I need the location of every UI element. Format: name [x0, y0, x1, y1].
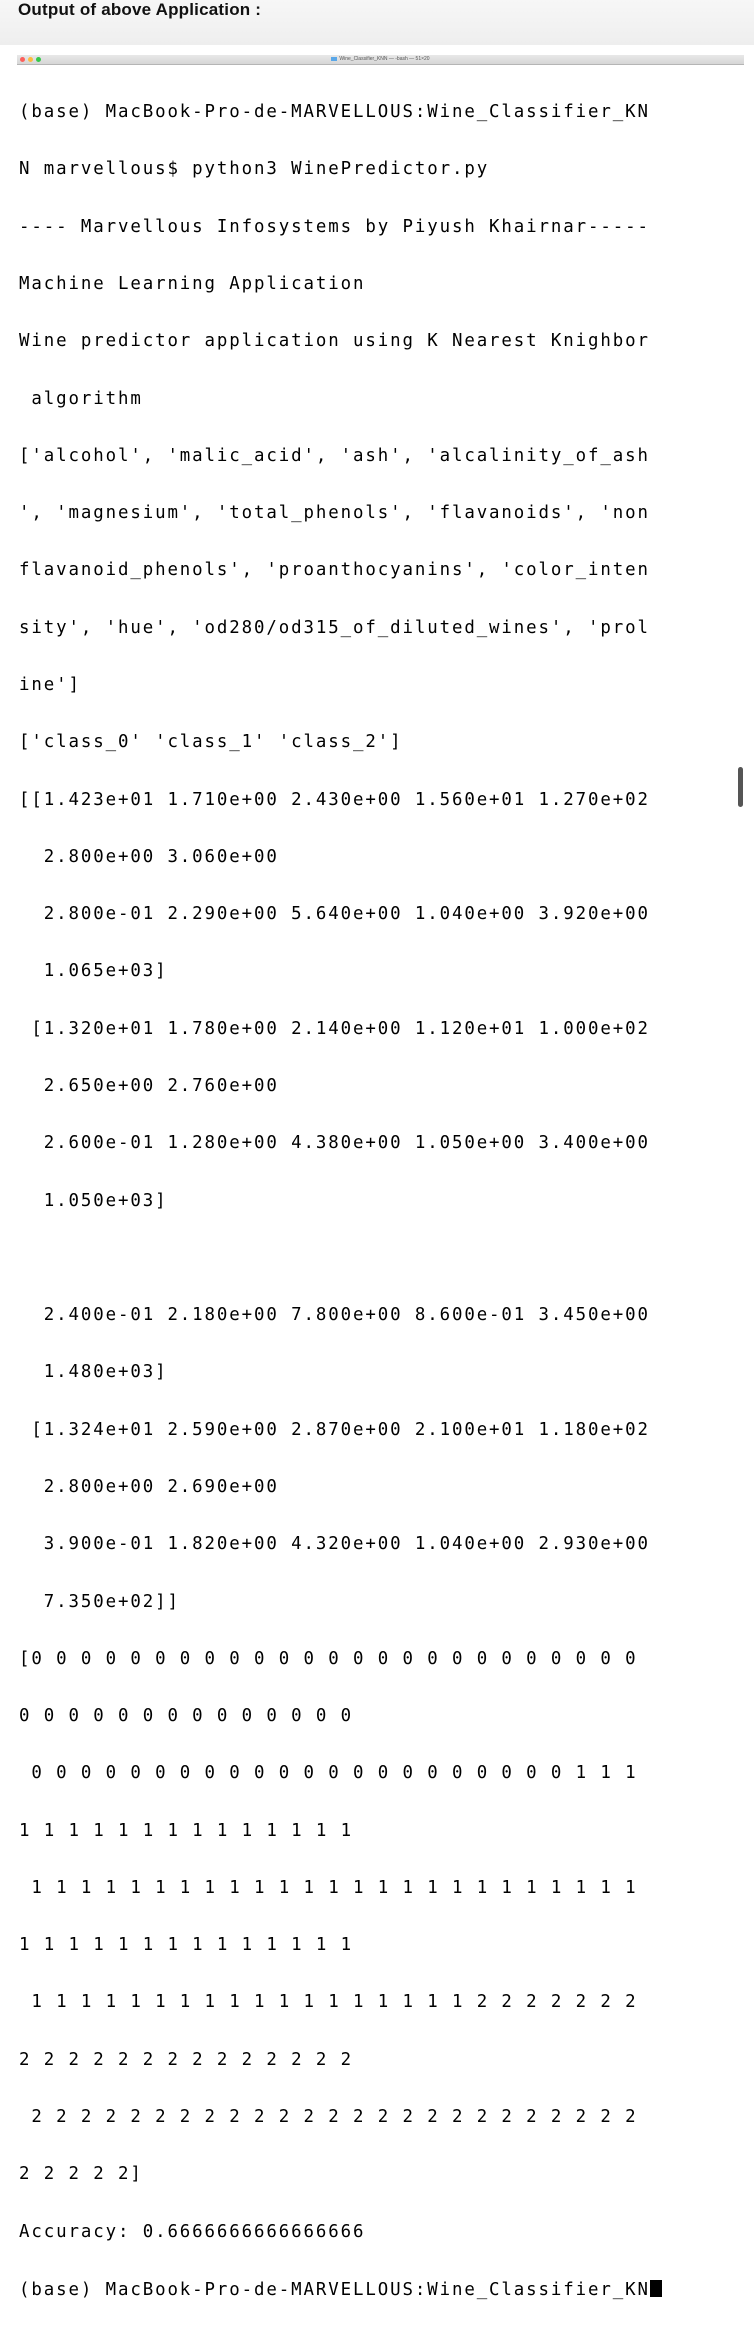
terminal-line: Wine predictor application using K Nearest Knighbor: [19, 331, 650, 352]
terminal-line: 1 1 1 1 1 1 1 1 1 1 1 1 1 1 1 1 1 1 2 2 2 2 2 2 2: [19, 1992, 638, 2013]
terminal-line: 2.600e-01 1.280e+00 4.380e+00 1.050e+00 3.400e+00: [19, 1133, 650, 1154]
terminal-line: 2.800e+00 3.060e+00: [19, 846, 279, 867]
terminal-line: 2 2 2 2 2 2 2 2 2 2 2 2 2 2 2 2 2 2 2 2 2 2 2 2 2: [19, 2107, 638, 2128]
terminal-line: ['class_0' 'class_1' 'class_2']: [19, 732, 403, 753]
terminal-line: Accuracy: 0.6666666666666666: [19, 2221, 366, 2242]
terminal-line: [19, 1249, 744, 1268]
terminal-prompt: (base) MacBook-Pro-de-MARVELLOUS:Wine_Classifier_KN: [19, 2279, 650, 2300]
terminal-line: 2.650e+00 2.760e+00: [19, 1075, 279, 1096]
terminal-line: 1 1 1 1 1 1 1 1 1 1 1 1 1 1: [19, 1935, 353, 1956]
terminal-scrollbar[interactable]: [738, 767, 743, 807]
terminal-line: 2.800e-01 2.290e+00 5.640e+00 1.040e+00 3.920e+00: [19, 904, 650, 925]
terminal-line: 2.800e+00 2.690e+00: [19, 1476, 279, 1497]
terminal-line: 1.480e+03]: [19, 1362, 168, 1383]
terminal-line: 7.350e+02]]: [19, 1591, 180, 1612]
terminal-line: [0 0 0 0 0 0 0 0 0 0 0 0 0 0 0 0 0 0 0 0 0 0 0 0 0: [19, 1648, 638, 1669]
terminal-line: [[1.423e+01 1.710e+00 2.430e+00 1.560e+01 1.270e+02: [19, 789, 650, 810]
terminal-line: (base) MacBook-Pro-de-MARVELLOUS:Wine_Classifier_KN: [19, 102, 650, 123]
window-title: [17, 55, 744, 64]
terminal-line: [1.320e+01 1.780e+00 2.140e+00 1.120e+01 1.000e+02: [19, 1018, 650, 1039]
terminal-line: Machine Learning Application: [19, 274, 366, 295]
terminal-line: 1 1 1 1 1 1 1 1 1 1 1 1 1 1: [19, 1820, 353, 1841]
window-titlebar[interactable]: [17, 55, 744, 65]
terminal-line: 1.050e+03]: [19, 1190, 168, 1211]
terminal-line: N marvellous$ python3 WinePredictor.py: [19, 159, 490, 180]
terminal-line: ['alcohol', 'malic_acid', 'ash', 'alcalinity_of_ash: [19, 445, 650, 466]
terminal-cursor: [650, 2280, 662, 2297]
terminal-line: sity', 'hue', 'od280/od315_of_diluted_wines', 'prol: [19, 617, 650, 638]
terminal-line: 3.900e-01 1.820e+00 4.320e+00 1.040e+00 2.930e+00: [19, 1534, 650, 1555]
terminal-line: 2 2 2 2 2 2 2 2 2 2 2 2 2 2: [19, 2049, 353, 2070]
terminal-line: ', 'magnesium', 'total_phenols', 'flavanoids', 'non: [19, 503, 650, 524]
terminal-line: ine']: [19, 675, 81, 695]
window-title-text: Wine_Classifier_KNN — -bash — 51×20: [339, 56, 430, 62]
terminal-line: 2 2 2 2 2]: [19, 2164, 143, 2185]
folder-icon: [331, 57, 337, 61]
terminal-line: 0 0 0 0 0 0 0 0 0 0 0 0 0 0: [19, 1706, 353, 1727]
terminal-line: ---- Marvellous Infosystems by Piyush Khairnar-----: [19, 216, 650, 237]
terminal-line: 1.065e+03]: [19, 961, 168, 982]
terminal-line: flavanoid_phenols', 'proanthocyanins', 'color_inten: [19, 560, 650, 581]
page-heading: Output of above Application :: [18, 0, 262, 19]
terminal-prompt-line: [19, 2280, 744, 2299]
terminal-window: [17, 55, 744, 2300]
terminal-line: 2.400e-01 2.180e+00 7.800e+00 8.600e-01 3.450e+00: [19, 1305, 650, 1326]
terminal-line: [1.324e+01 2.590e+00 2.870e+00 2.100e+01 1.180e+02: [19, 1419, 650, 1440]
terminal-output[interactable]: [17, 65, 744, 2337]
terminal-line: 0 0 0 0 0 0 0 0 0 0 0 0 0 0 0 0 0 0 0 0 0 0 1 1 1: [19, 1763, 638, 1784]
terminal-line: algorithm: [19, 388, 143, 409]
terminal-line: 1 1 1 1 1 1 1 1 1 1 1 1 1 1 1 1 1 1 1 1 1 1 1 1 1: [19, 1877, 638, 1898]
